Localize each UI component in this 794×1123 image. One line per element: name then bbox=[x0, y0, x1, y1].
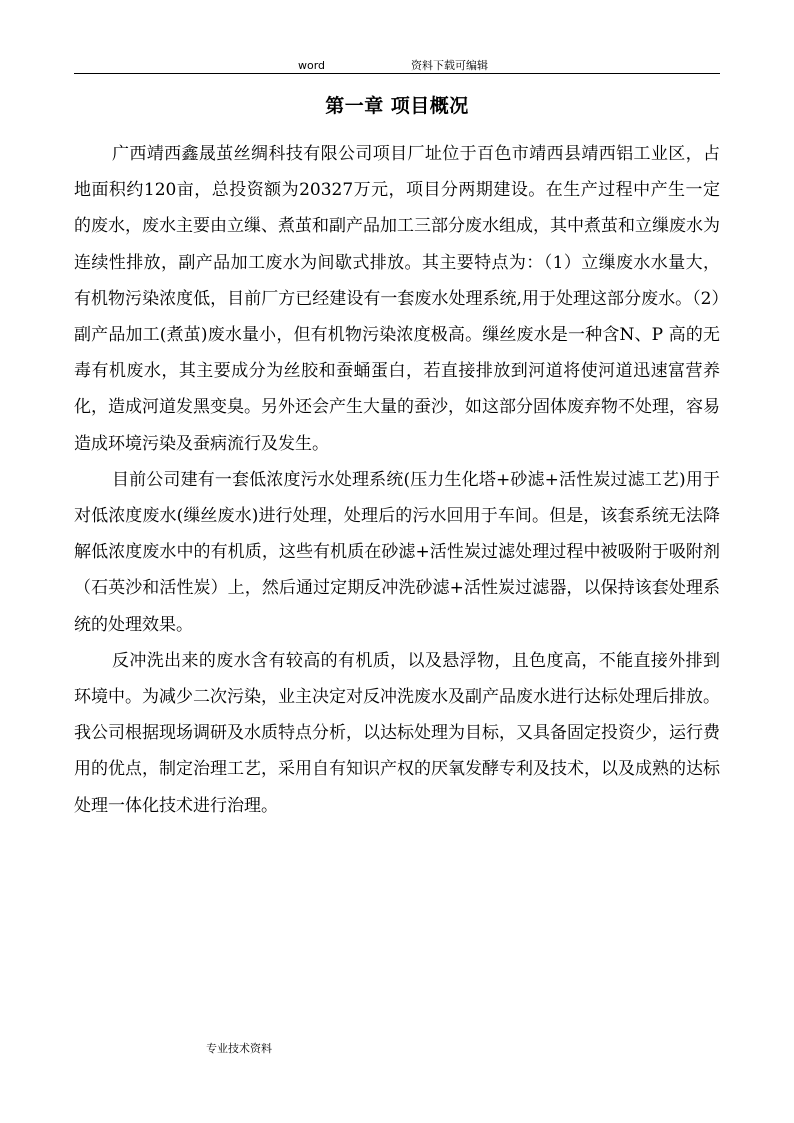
header-divider bbox=[74, 73, 720, 74]
page-footer: 专业技术资料 bbox=[206, 1042, 272, 1055]
paragraph: 广西靖西鑫晟茧丝绸科技有限公司项目厂址位于百色市靖西县靖西铝工业区，占地面积约120亩，总投资额为20327万元，项目分两期建设。在生产过程中产生一定的废水，废水主要由立缫、煮茧和副产品加工三部分废水组成，其中煮茧和立缫废水为连续性排放，副产品加工废水为间歇式排放。其主要特点为：（1）立缫废水水量大，有机物污染浓度低，目前厂方已经建设有一套废水处理系统,用于处理这部分废水。（2）副产品加工(煮茧)废水量小，但有机物污染浓度极高。缫丝废水是一种含N、P 高的无毒有机废水，其主要成分为丝胶和蚕蛹蛋白，若直接排放到河道将使河道迅速富营养化，造成河道发黑变臭。另外还会产生大量的蚕沙，如这部分固体废弃物不处理，容易造成环境污染及蚕病流行及发生。 bbox=[74, 144, 720, 454]
header-left-text: word bbox=[298, 59, 326, 72]
paragraph: 目前公司建有一套低浓度污水处理系统(压力生化塔+砂滤+活性炭过滤工艺)用于对低浓度废水(缫丝废水)进行处理，处理后的污水回用于车间。但是，该套系统无法降解低浓度废水中的有机质，这些有机质在砂滤+活性炭过滤处理过程中被吸附于吸附剂（石英沙和活性炭）上，然后通过定期反冲洗砂滤+活性炭过滤器，以保持该套处理系统的处理效果。 bbox=[74, 469, 720, 635]
document-body bbox=[74, 136, 720, 824]
header-right-text: 资料下载可编辑 bbox=[411, 59, 488, 72]
chapter-title: 第一章 项目概况 bbox=[325, 95, 469, 117]
page-header bbox=[74, 55, 720, 75]
paragraph: 反冲洗出来的废水含有较高的有机质，以及悬浮物，且色度高，不能直接外排到环境中。为减少二次污染，业主决定对反冲洗废水及副产品废水进行达标处理后排放。我公司根据现场调研及水质特点分析，以达标处理为目标，又具备固定投资少，运行费用的优点，制定治理工艺，采用自有知识产权的厌氧发酵专利及技术，以及成熟的达标处理一体化技术进行治理。 bbox=[74, 650, 720, 816]
